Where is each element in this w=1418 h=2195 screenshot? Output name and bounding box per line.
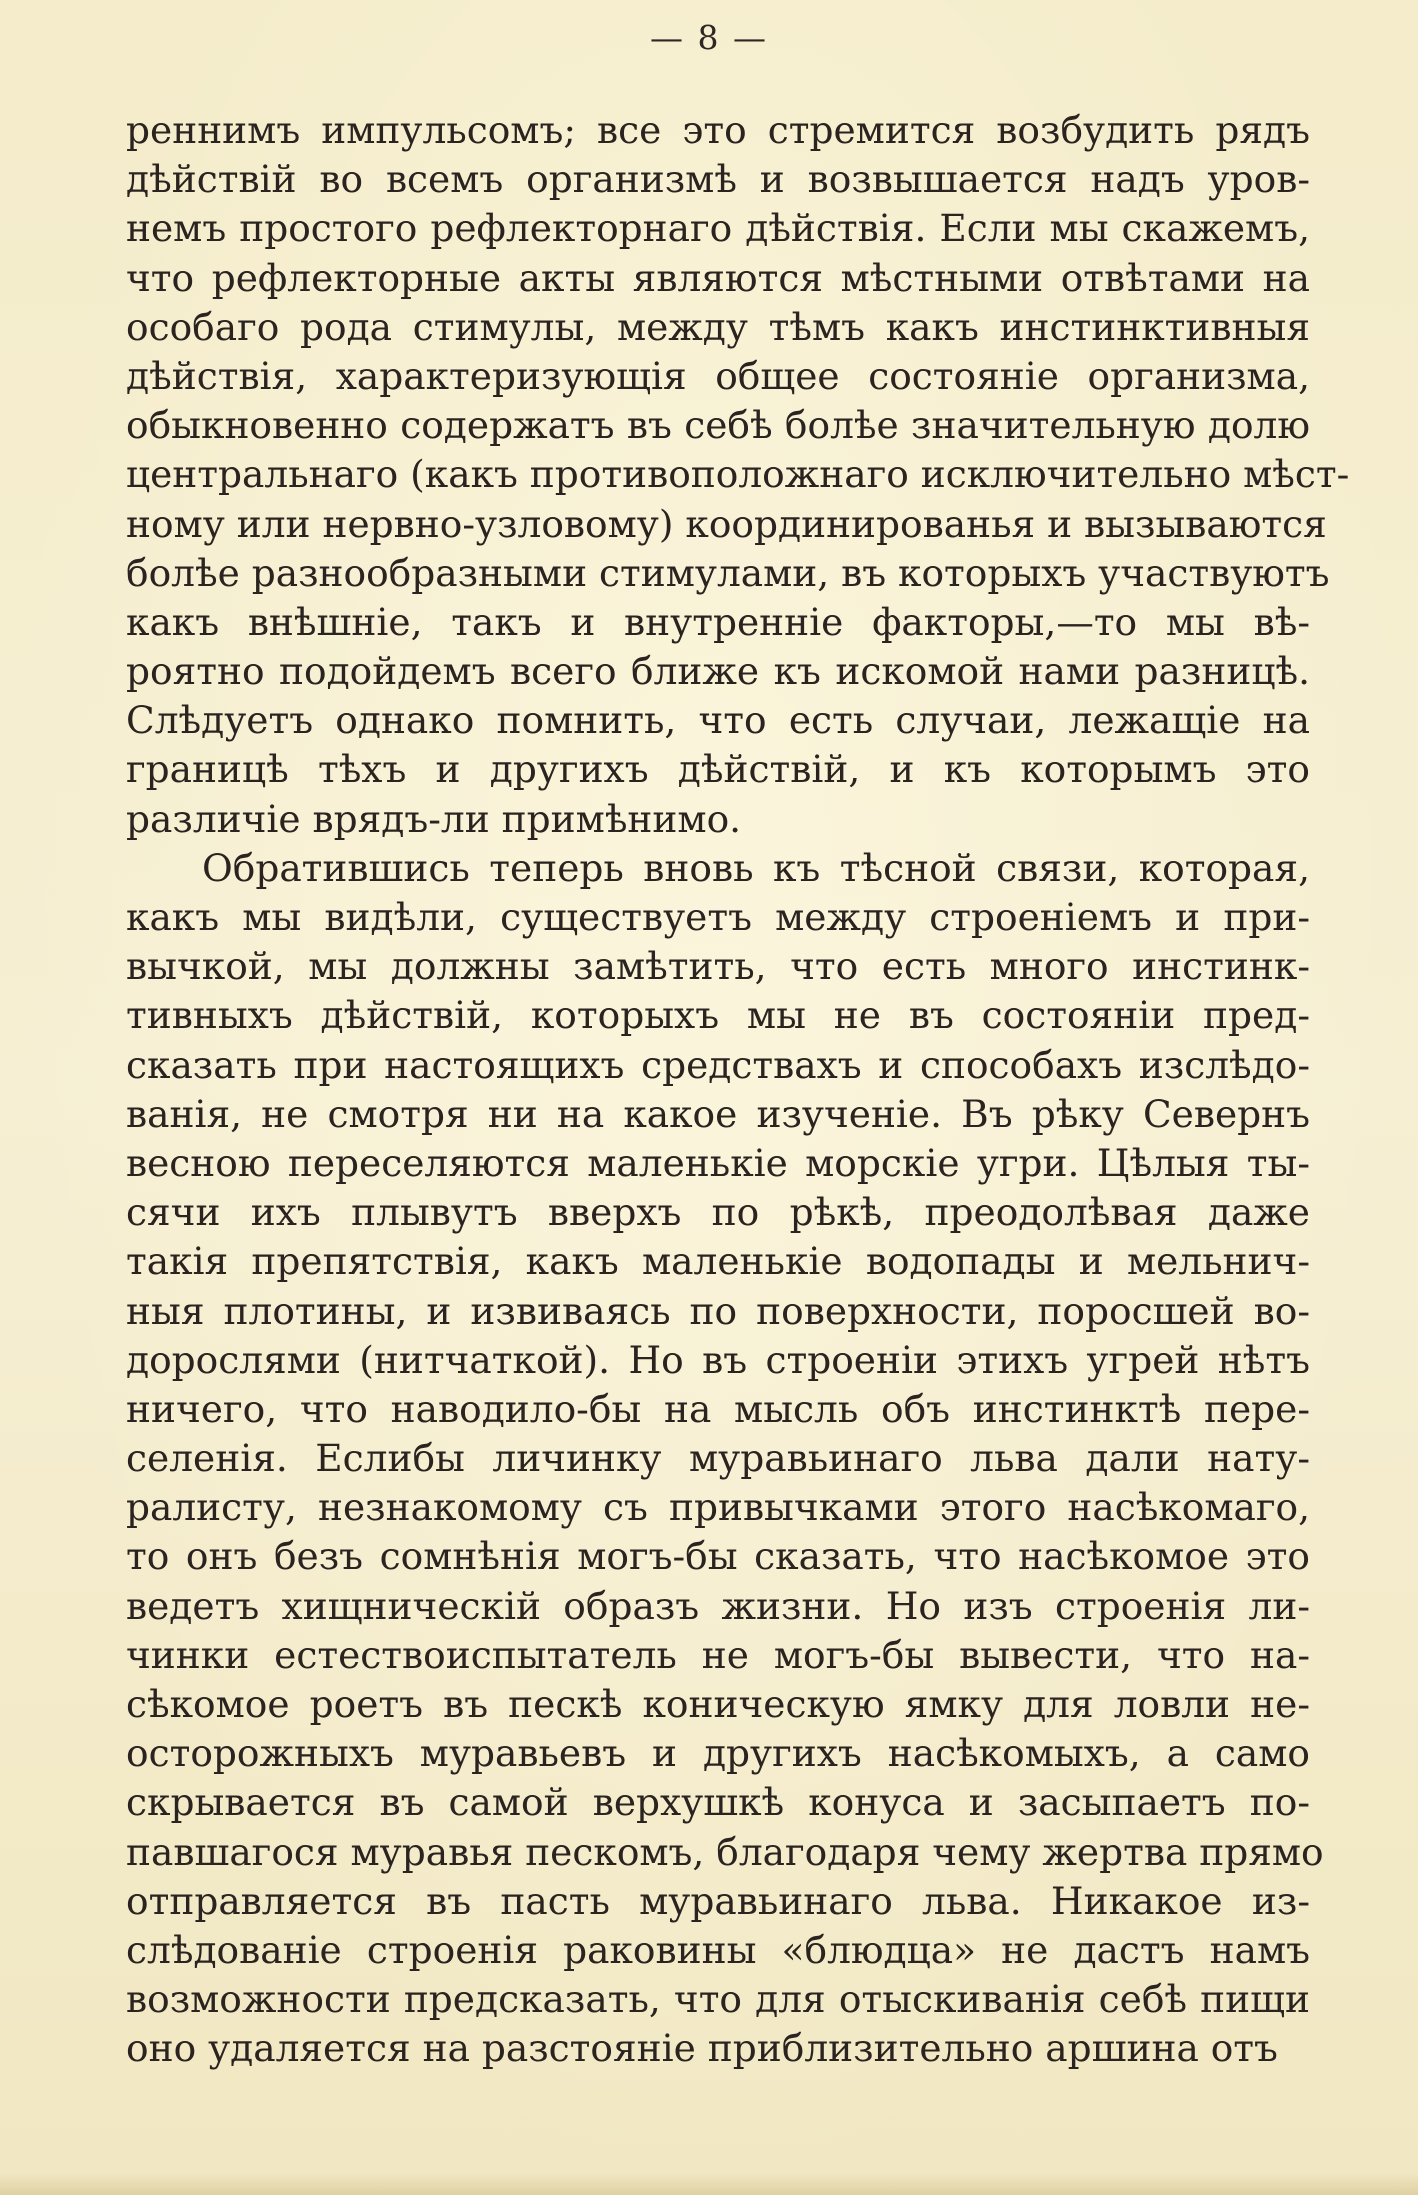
text-line: Обратившись теперь вновь къ тѣсной связи, которая, [202,845,1310,890]
text-line: ралисту, незнакомому съ привычками этого насѣкомаго, [126,1485,1310,1530]
page-number: — 8 — [650,18,768,57]
text-line: особаго рода стимулы, между тѣмъ какъ инстинктивныя [126,304,1310,349]
text-line: ному или нервно-узловому) координированья и вызываются [126,501,1327,546]
text-line: какъ мы видѣли, существуетъ между строеніемъ и при- [126,895,1310,939]
text-line: отправляется въ пасть муравьинаго льва. Никакое из- [126,1878,1310,1923]
text-line: вычкой, мы должны замѣтить, что есть много инстинк- [126,944,1310,989]
paragraph [126,106,1350,844]
text-line: сказать при настоящихъ средствахъ и способахъ изслѣдо- [126,1042,1310,1087]
body-text [126,106,1350,2074]
text-line: центральнаго (какъ противоположнаго исключительно мѣст- [126,452,1350,497]
text-line: какъ внѣшніе, такъ и внутренніе факторы,—то мы вѣ- [126,599,1310,644]
text-line: сячи ихъ плывутъ вверхъ по рѣкѣ, преодолѣвая даже [126,1190,1310,1235]
text-line: то онъ безъ сомнѣнія могъ-бы сказать, что насѣкомое это [126,1534,1310,1579]
text-line: ведетъ хищническій образъ жизни. Но изъ строенія ли- [126,1583,1310,1628]
text-line: осторожныхъ муравьевъ и другихъ насѣкомыхъ, а само [126,1731,1310,1776]
text-line: дѣйствія, характеризующія общее состояніе организма, [126,353,1310,398]
text-line: дѣйствій во всемъ организмѣ и возвышается надъ уров- [126,157,1310,202]
text-line: что рефлекторные акты являются мѣстными отвѣтами на [126,255,1310,300]
text-line: тивныхъ дѣйствій, которыхъ мы не въ состояніи пред- [126,993,1310,1038]
text-line: Слѣдуетъ однако помнить, что есть случаи, лежащіе на [126,698,1310,743]
text-line: селенія. Еслибы личинку муравьинаго льва дали нату- [126,1436,1310,1481]
paragraph [126,844,1324,2074]
text-line: весною переселяются маленькіе морскіе угри. Цѣлыя ты- [126,1140,1310,1185]
text-line: возможности предсказать, что для отыскиванія себѣ пищи [126,1977,1310,2022]
text-line: чинки естествоиспытатель не могъ-бы вывести, что на- [126,1632,1310,1677]
text-line: скрывается въ самой верхушкѣ конуса и засыпаетъ по- [126,1780,1310,1825]
text-line: границѣ тѣхъ и другихъ дѣйствій, и къ которымъ это [126,747,1310,792]
page-bottom-edge [0,2173,1418,2195]
text-line: ничего, что наводило-бы на мысль объ инстинктѣ пере- [126,1386,1310,1431]
text-line: обыкновенно содержатъ въ себѣ болѣе значительную долю [126,403,1310,448]
text-line: такія препятствія, какъ маленькіе водопады и мельнич- [126,1239,1310,1284]
text-line: ныя плотины, и извиваясь по поверхности, поросшей во- [126,1288,1310,1333]
text-line: сѣкомое роетъ въ пескѣ коническую ямку для ловли не- [126,1682,1310,1726]
text-line: дорослями (нитчаткой). Но въ строеніи этихъ угрей нѣтъ [126,1337,1310,1382]
text-line: реннимъ импульсомъ; все это стремится возбудить рядъ [126,108,1310,152]
text-line: различіе врядъ-ли примѣнимо. [126,796,742,841]
text-line: немъ простого рефлекторнаго дѣйствія. Если мы скажемъ, [126,206,1310,251]
text-line: роятно подойдемъ всего ближе къ искомой нами разницѣ. [126,649,1310,694]
text-line: слѣдованіе строенія раковины «блюдца» не дастъ намъ [126,1927,1310,1972]
text-line: оно удаляется на разстояніе приблизительно аршина отъ [126,2026,1278,2071]
text-line: болѣе разнообразными стимулами, въ которыхъ участвуютъ [126,550,1330,595]
text-line: ванія, не смотря ни на какое изученіе. Въ рѣку Севернъ [126,1091,1310,1136]
text-line: павшагося муравья пескомъ, благодаря чему жертва прямо [126,1829,1324,1874]
